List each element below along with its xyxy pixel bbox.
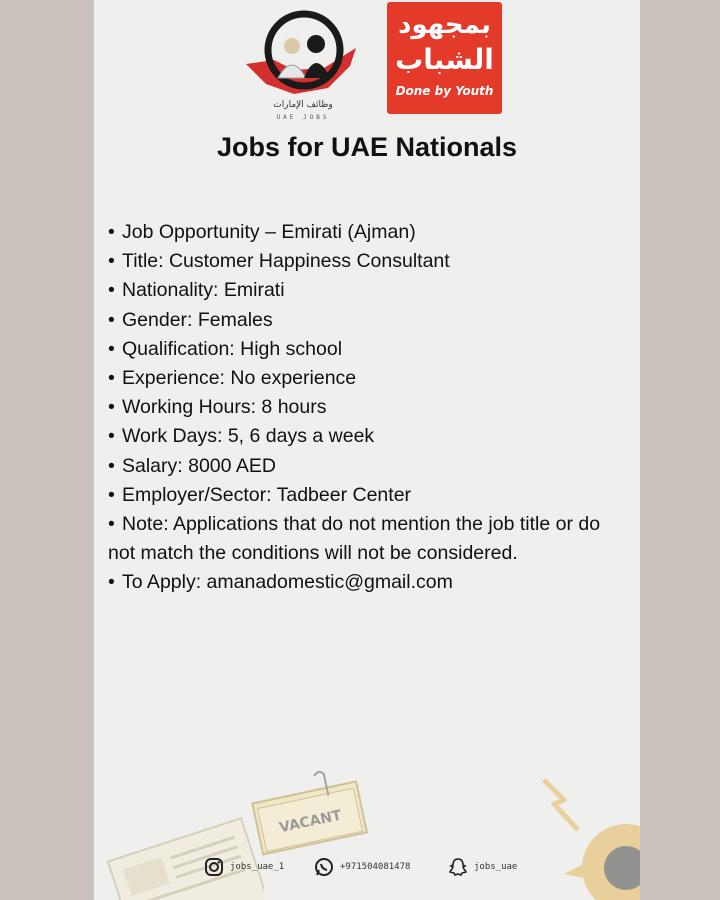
job-post-card [94, 0, 640, 900]
logo-left-english: UAE JOBS [276, 114, 330, 121]
whatsapp-number: +971504081478 [340, 862, 411, 872]
instagram-contact[interactable] [204, 856, 284, 878]
list-item-note: • Note: Applications that do not mention the job title or do not match the conditions will not be considered. [108, 513, 601, 565]
contact-footer [204, 852, 534, 882]
apply-email[interactable]: To Apply: amanadomestic@gmail.com [122, 571, 453, 594]
list-item-text: Experience: No experience [122, 367, 357, 390]
list-item-text: Employer/Sector: Tadbeer Center [122, 483, 412, 506]
logo-right-arabic-1: بمجهود [398, 10, 491, 40]
list-item: • Work Days: 5, 6 days a week [108, 425, 375, 448]
note-text: Note: Applications that do not mention the job title or do not match the conditions will not be considered. [108, 513, 601, 565]
list-item: • Qualification: High school [108, 337, 343, 360]
list-item: • Nationality: Emirati [108, 279, 285, 302]
instagram-handle: jobs_uae_1 [230, 862, 285, 872]
logo-left-arabic: وظائف الإمارات [273, 100, 333, 110]
list-item-text: Nationality: Emirati [122, 279, 285, 302]
list-item: • Working Hours: 8 hours [108, 396, 327, 419]
list-item-text: Qualification: High school [122, 337, 343, 360]
list-item-text: Job Opportunity – Emirati (Ajman) [122, 221, 416, 243]
done-by-youth-logo [387, 2, 502, 114]
megaphone-icon [534, 770, 640, 900]
stamp-text: VACANT [277, 807, 343, 837]
list-item: • Employer/Sector: Tadbeer Center [108, 483, 412, 506]
snapchat-handle: jobs_uae [474, 862, 518, 872]
whatsapp-contact[interactable] [314, 856, 410, 878]
megaphone-decoration [534, 770, 640, 900]
list-item-text: Working Hours: 8 hours [122, 396, 327, 419]
instagram-icon [204, 857, 224, 877]
snapchat-contact[interactable] [448, 856, 517, 878]
list-item-text: Salary: 8000 AED [122, 454, 276, 477]
list-item: • Title: Customer Happiness Consultant [108, 250, 450, 273]
list-item-text: Gender: Females [122, 308, 273, 331]
list-item-text: Title: Customer Happiness Consultant [122, 250, 450, 273]
list-item: • Experience: No experience [108, 367, 357, 390]
logo-bar [94, 0, 640, 125]
list-item: • Salary: 8000 AED [108, 454, 276, 477]
list-item-text: Work Days: 5, 6 days a week [122, 425, 375, 448]
list-item: • Gender: Females [108, 308, 273, 331]
list-item-apply: • To Apply: amanadomestic@gmail.com [108, 571, 453, 594]
list-item: • Job Opportunity – Emirati (Ajman) [108, 221, 416, 243]
uae-jobs-emblem-icon [244, 8, 362, 100]
snapchat-icon [448, 857, 468, 877]
job-details-list [108, 218, 628, 598]
logo-right-arabic-2: الشباب [395, 43, 494, 76]
whatsapp-icon [314, 857, 334, 877]
logo-right-english: Done by Youth [395, 84, 494, 98]
uae-jobs-logo [244, 8, 362, 121]
page-title: Jobs for UAE Nationals [216, 132, 518, 162]
